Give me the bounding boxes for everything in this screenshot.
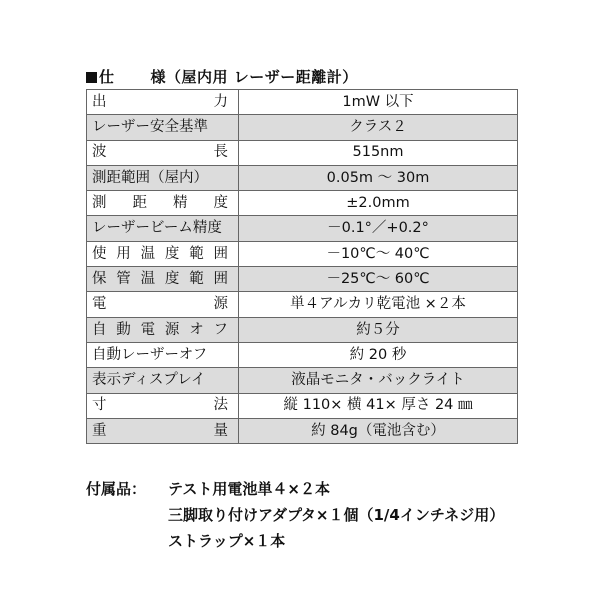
spec-row — [87, 393, 518, 418]
spec-label-char: 波 — [92, 144, 107, 161]
spec-value: 0.05m ～ 30m — [239, 165, 518, 190]
spec-label-char: 囲 — [213, 270, 228, 287]
spec-value: 縦 110× 横 41× 厚さ 24 ㎜ — [239, 393, 518, 418]
spec-label-char: 精 — [173, 195, 188, 212]
spec-row — [87, 165, 518, 190]
spec-value: －0.1°／+0.2° — [239, 216, 518, 241]
spec-label — [87, 317, 239, 342]
spec-label-char: 量 — [213, 422, 228, 439]
spec-row — [87, 216, 518, 241]
spec-label-char: 長 — [213, 144, 228, 161]
spec-value: クラス２ — [239, 115, 518, 140]
accessories-section: 付属品： テスト用電池単４×２本 三脚取り付けアダプタ×１個（1/4インチネジ用） ストラップ×１本 — [86, 476, 504, 554]
spec-label-text: レーザービーム精度 — [92, 220, 222, 237]
spec-label-char: 距 — [132, 195, 147, 212]
spec-label-char: 電 — [92, 296, 107, 313]
spec-table — [86, 89, 518, 444]
spec-label-char: 源 — [164, 321, 180, 338]
spec-value: 1mW 以下 — [239, 90, 518, 115]
spec-row — [87, 317, 518, 342]
spec-label-char: 温 — [140, 245, 156, 262]
spec-row — [87, 342, 518, 367]
spec-label-char: 電 — [140, 321, 156, 338]
spec-label-char: フ — [213, 321, 228, 338]
spec-label-char: 法 — [213, 397, 228, 414]
spec-value: ±2.0mm — [239, 191, 518, 216]
square-bullet-icon — [86, 72, 97, 83]
spec-label — [87, 342, 239, 367]
spec-row — [87, 418, 518, 443]
spec-label — [87, 140, 239, 165]
spec-label-char: 度 — [164, 245, 180, 262]
spec-value: 単４アルカリ乾電池 ×２本 — [239, 292, 518, 317]
spec-label — [87, 418, 239, 443]
spec-value: 515nm — [239, 140, 518, 165]
spec-label-text: レーザー安全基準 — [92, 119, 208, 136]
spec-value: 約 84g（電池含む） — [239, 418, 518, 443]
spec-label — [87, 241, 239, 266]
spec-row — [87, 241, 518, 266]
accessory-item: 三脚取り付けアダプタ×１個（1/4インチネジ用） — [168, 506, 505, 524]
spec-row — [87, 292, 518, 317]
spec-label-char: 寸 — [92, 397, 107, 414]
accessory-item: テスト用電池単４×２本 — [168, 480, 330, 498]
spec-row — [87, 267, 518, 292]
spec-label-char: 範 — [189, 245, 204, 262]
spec-label-char: 自 — [92, 321, 107, 338]
spec-label-text: 自動レーザーオフ — [92, 346, 208, 363]
spec-label — [87, 165, 239, 190]
title-part1: 仕 — [99, 68, 115, 86]
spec-label-text: 測距範囲（屋内） — [92, 169, 208, 186]
accessories-heading: 付属品 — [86, 480, 132, 498]
spec-label — [87, 90, 239, 115]
spec-label — [87, 292, 239, 317]
spec-label-char: 源 — [213, 296, 228, 313]
spec-label — [87, 368, 239, 393]
spec-label-char: 温 — [140, 270, 156, 287]
title-part2: 様（屋内用 レーザー距離計） — [150, 68, 358, 86]
spec-label-char: 動 — [116, 321, 131, 338]
spec-label-char: 囲 — [213, 245, 228, 262]
spec-label-char: 管 — [116, 270, 131, 287]
spec-label-char: 重 — [92, 422, 107, 439]
spec-row — [87, 368, 518, 393]
spec-row — [87, 115, 518, 140]
spec-label-char: 範 — [189, 270, 204, 287]
spec-value: －25℃～ 60℃ — [239, 267, 518, 292]
spec-value: 約 20 秒 — [239, 342, 518, 367]
spec-label-char: 保 — [92, 270, 107, 287]
spec-label — [87, 191, 239, 216]
spec-label-char: 力 — [213, 93, 228, 110]
spec-label — [87, 393, 239, 418]
spec-label-char: 使 — [92, 245, 107, 262]
spec-label — [87, 216, 239, 241]
spec-label-text: 表示ディスプレイ — [92, 372, 206, 389]
spec-title — [86, 66, 358, 87]
spec-label-char: 度 — [164, 270, 180, 287]
accessory-item: ストラップ×１本 — [168, 532, 286, 550]
spec-label-char: 出 — [92, 93, 107, 110]
spec-label-char: 測 — [92, 195, 107, 212]
spec-row — [87, 191, 518, 216]
spec-label-char: 用 — [116, 245, 131, 262]
spec-value: 約５分 — [239, 317, 518, 342]
spec-value: 液晶モニタ・バックライト — [239, 368, 518, 393]
spec-row — [87, 90, 518, 115]
spec-row — [87, 140, 518, 165]
spec-label-char: オ — [189, 321, 204, 338]
spec-label-char: 度 — [213, 195, 228, 212]
spec-value: －10℃～ 40℃ — [239, 241, 518, 266]
spec-label — [87, 267, 239, 292]
spec-label — [87, 115, 239, 140]
